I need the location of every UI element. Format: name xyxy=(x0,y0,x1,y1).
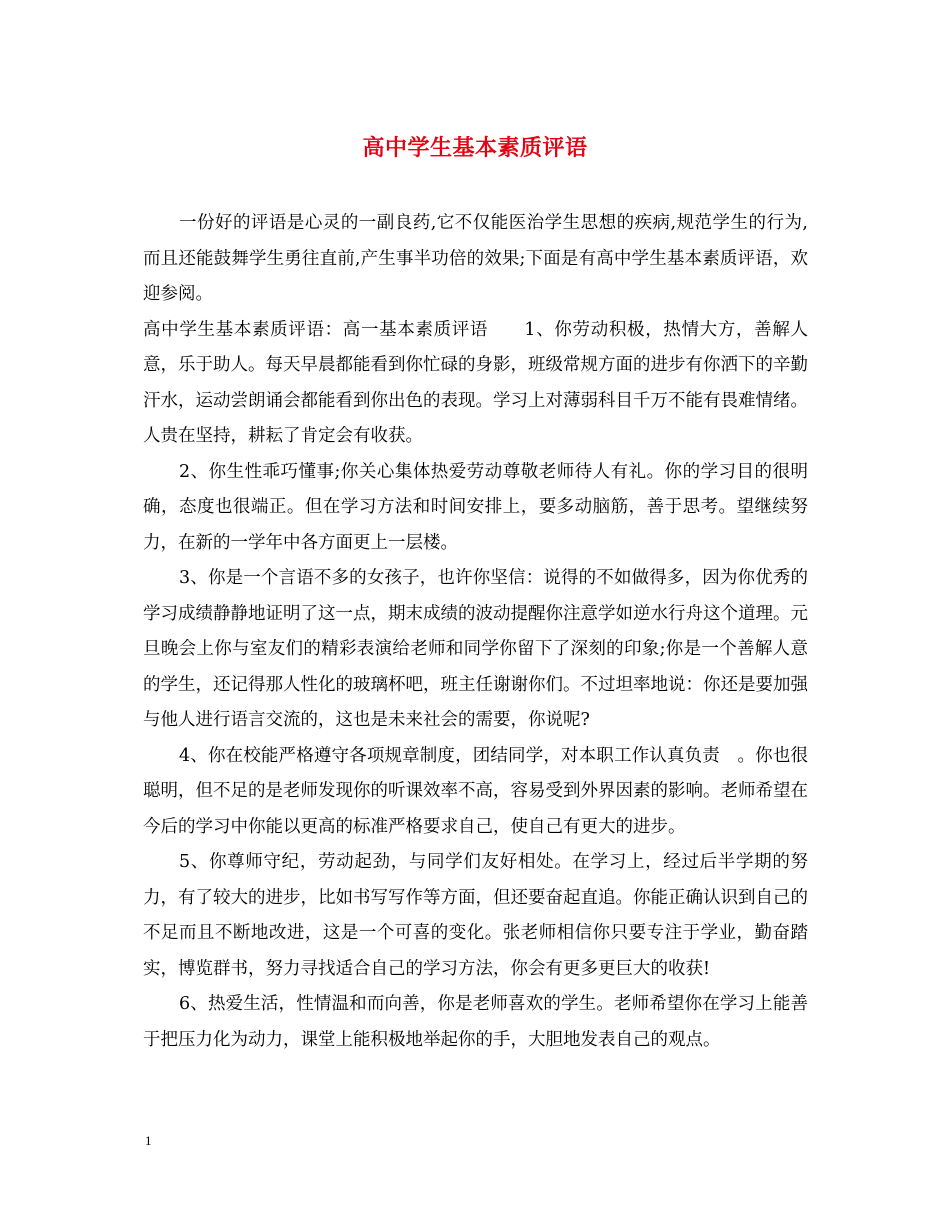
document-body xyxy=(143,206,808,1058)
comment-paragraph-1: 高中学生基本素质评语：高一基本素质评语 1、你劳动积极，热情大方，善解人意，乐于助人。每天早晨都能看到你忙碌的身影，班级常规方面的进步有你洒下的辛勤汗水，运动尝朗诵会都能看到你出色的表现。学习上对薄弱科目千万不能有畏难情绪。人贵在坚持，耕耘了肯定会有收获。 xyxy=(143,319,808,446)
page-number: 1 xyxy=(145,1133,152,1148)
comment-paragraph-2: 2、你生性乖巧懂事;你关心集体热爱劳动尊敬老师待人有礼。你的学习目的很明确，态度也很端正。但在学习方法和时间安排上，要多动脑筋，善于思考。望继续努力，在新的一学年中各方面更上一层楼。 xyxy=(143,461,808,553)
document-title: 高中学生基本素质评语 xyxy=(362,135,588,161)
comment-paragraph-4: 4、你在校能严格遵守各项规章制度，团结同学，对本职工作认真负责 。你也很聪明，但不足的是老师发现你的听课效率不高，容易受到外界因素的影响。老师希望在今后的学习中你能以更高的标准严格要求自己，使自己有更大的进步。 xyxy=(143,745,808,837)
comment-paragraph-6: 6、热爱生活，性情温和而向善，你是老师喜欢的学生。老师希望你在学习上能善于把压力化为动力，课堂上能积极地举起你的手，大胆地发表自己的观点。 xyxy=(143,994,808,1050)
comment-paragraph-3: 3、你是一个言语不多的女孩子，也许你坚信：说得的不如做得多，因为你优秀的学习成绩静静地证明了这一点，期末成绩的波动提醒你注意学如逆水行舟这个道理。元旦晚会上你与室友们的精彩表演给老师和同学你留下了深刻的印象;你是一个善解人意的学生，还记得那人性化的玻璃杯吧，班主任谢谢你们。不过坦率地说：你还是要加强与他人进行语言交流的，这也是未来社会的需要，你说呢? xyxy=(143,568,808,730)
comment-paragraph-5: 5、你尊师守纪，劳动起劲，与同学们友好相处。在学习上，经过后半学期的努力，有了较大的进步，比如书写写作等方面，但还要奋起直追。你能正确认识到自己的不足而且不断地改进，这是一个可喜的变化。张老师相信你只要专注于学业，勤奋踏实，博览群书，努力寻找适合自己的学习方法，你会有更多更巨大的收获! xyxy=(143,852,808,979)
intro-paragraph: 一份好的评语是心灵的一副良药,它不仅能医治学生思想的疾病,规范学生的行为,而且还能鼓舞学生勇往直前,产生事半功倍的效果;下面是有高中学生基本素质评语，欢迎参阅。 xyxy=(143,213,808,304)
